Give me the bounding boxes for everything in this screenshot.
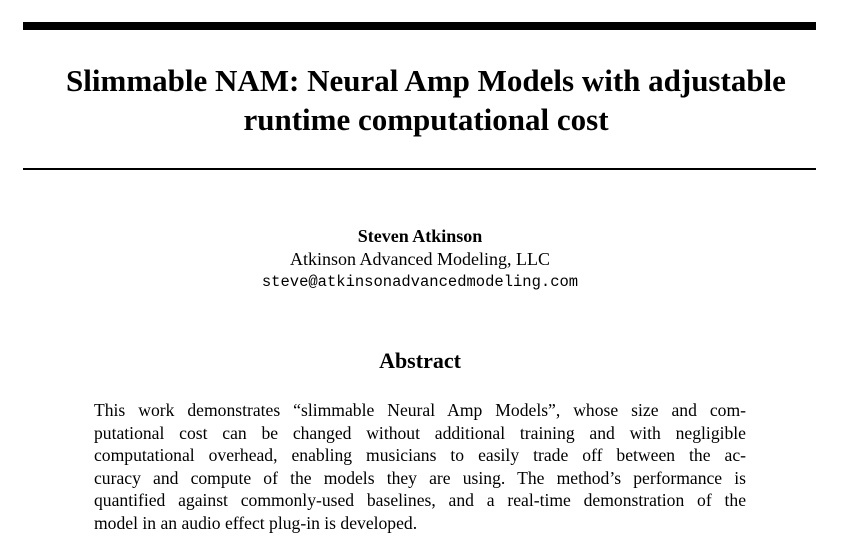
author-name: Steven Atkinson — [357, 226, 483, 246]
paper-title-line-2: runtime computational cost — [243, 102, 609, 137]
paper-title-line-1: Slimmable NAM: Neural Amp Models with adjustable — [66, 63, 786, 98]
abstract-heading: Abstract — [379, 348, 461, 373]
paper-title — [0, 61, 852, 139]
author-email: steve@atkinsonadvancedmodeling.com — [261, 273, 579, 291]
abstract-line: quantified against commonly-used baselines, and a real-time demonstration of the — [94, 490, 746, 511]
abstract-line: computational overhead, enabling musicians to easily trade off between the ac- — [94, 445, 746, 466]
author-affiliation: Atkinson Advanced Modeling, LLC — [290, 249, 550, 269]
author-block — [0, 225, 840, 293]
abstract-line: putational cost can be changed without additional training and with negligible — [94, 422, 746, 443]
title-bottom-rule — [23, 168, 816, 170]
abstract-line: curacy and compute of the models they are using. The method’s performance is — [94, 467, 746, 488]
abstract-line: This work demonstrates “slimmable Neural Amp Models”, whose size and com- — [94, 400, 746, 420]
abstract-line: model in an audio effect plug-in is developed. — [94, 512, 418, 533]
abstract-body — [94, 399, 746, 535]
title-top-rule — [23, 22, 816, 30]
